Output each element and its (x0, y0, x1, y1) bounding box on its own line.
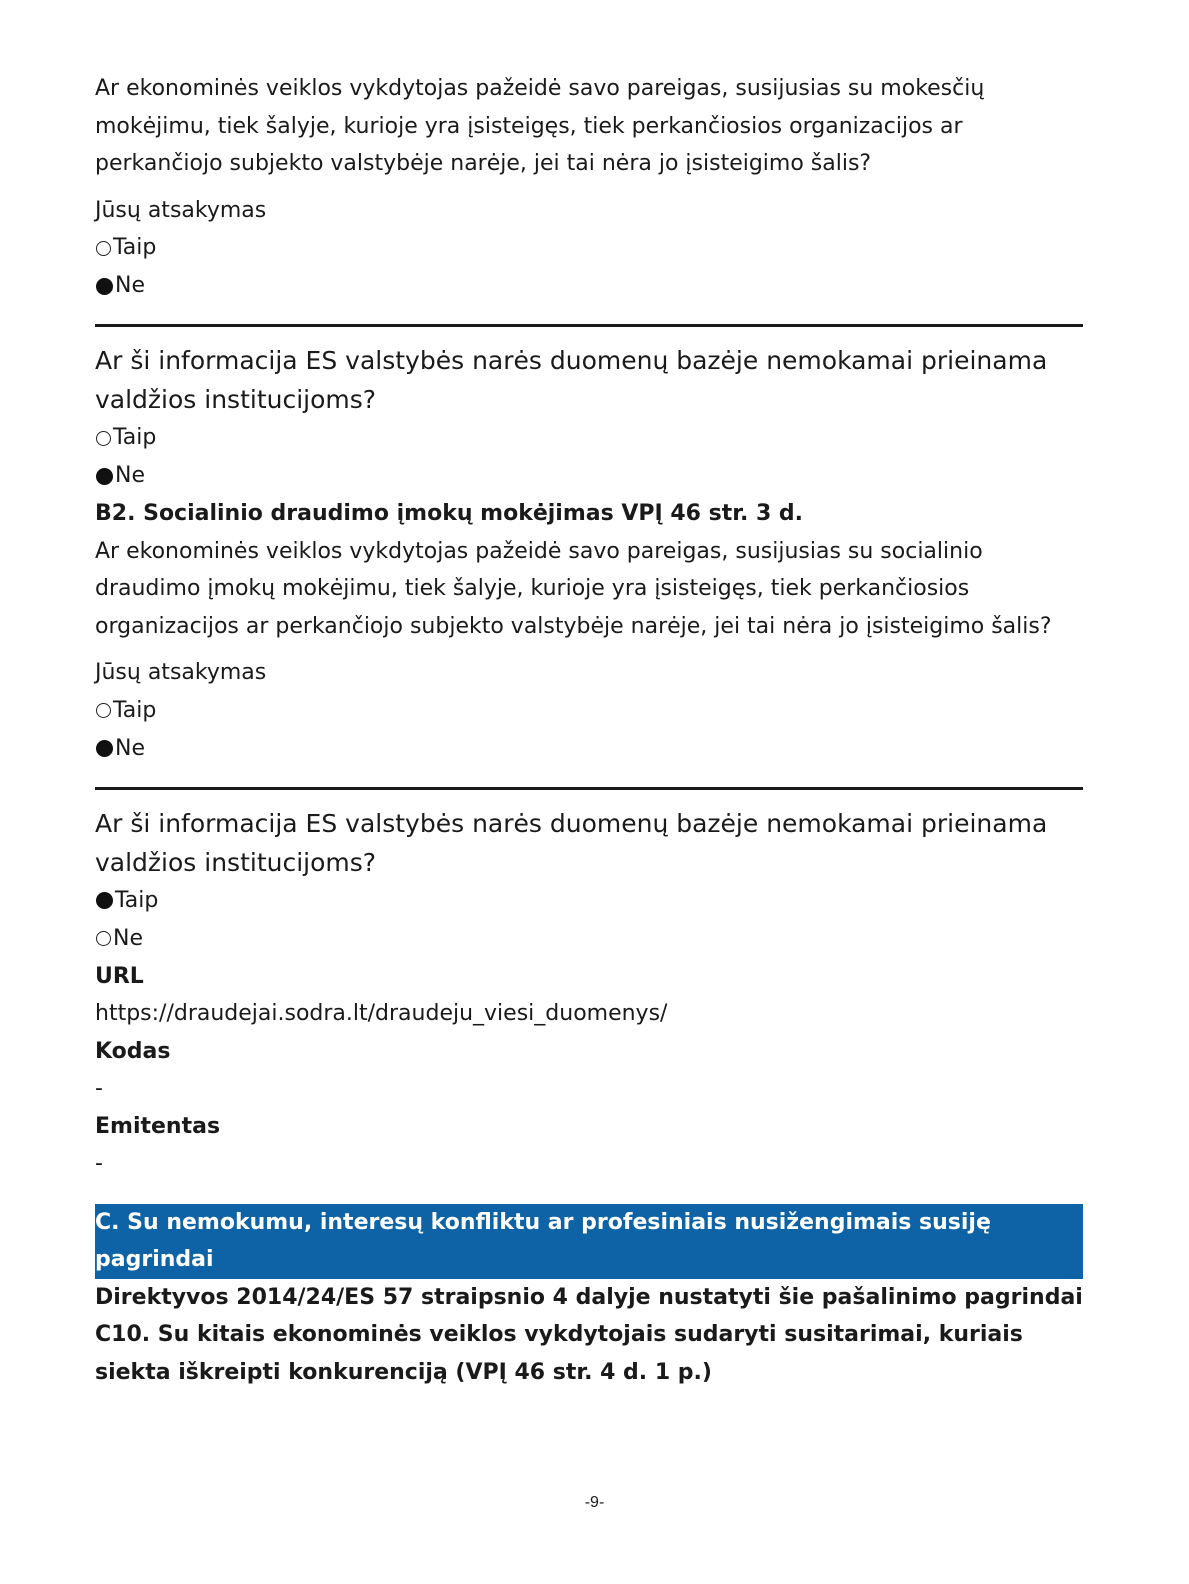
b2-heading: B2. Socialinio draudimo įmokų mokėjimas VPĮ 46 str. 3 d. (95, 501, 804, 526)
b2-option-no-label: Ne (115, 735, 145, 761)
b2-question: Ar ekonominės veiklos vykdytojas pažeidė savo pareigas, susijusias su socialinio draudimo įmokų mokėjimu, tiek šalyje, kurioje yra įsisteigęs, tiek perkančiosios organizacijos ar perkančiojo subjekto valstybėje narėje, jei tai nėra jo įsisteigimo šalis? (95, 538, 1052, 639)
b2-option-yes-label: Taip (113, 697, 157, 723)
issuer-value: - (95, 1151, 103, 1176)
q1-option-no-label: Ne (115, 273, 145, 298)
divider (95, 324, 1083, 327)
document-page (95, 70, 1083, 1391)
q1-db-option-yes-label: Taip (113, 425, 157, 450)
radio-checked-icon (96, 278, 113, 295)
radio-checked-icon (96, 468, 113, 485)
q1-option-yes[interactable] (95, 229, 1083, 267)
radio-checked-icon (96, 892, 113, 909)
page-number: -9- (584, 1494, 605, 1511)
b2-db-option-no-label: Ne (113, 925, 143, 951)
issuer-label: Emitentas (95, 1113, 221, 1139)
b2-option-no[interactable] (95, 730, 1083, 768)
q1-db-option-no[interactable] (95, 457, 1083, 495)
b2-db-question: Ar ši informacija ES valstybės narės duomenų bazėje nemokamai prieinama valdžios institucijoms? (95, 808, 1048, 877)
b2-db-option-yes[interactable] (95, 882, 1083, 920)
section-c-subtitle: Direktyvos 2014/24/ES 57 straipsnio 4 dalyje nustatyti šie pašalinimo pagrindai (95, 1284, 1083, 1310)
b2-option-yes[interactable] (95, 692, 1083, 730)
url-value[interactable]: https://draudejai.sodra.lt/draudeju_viesi_duomenys/ (95, 1001, 668, 1026)
b2-db-option-yes-label: Taip (115, 887, 159, 913)
q1-db-option-yes[interactable] (95, 419, 1083, 457)
radio-unchecked-icon (96, 431, 111, 446)
section-c-title: C. Su nemokumu, interesų konfliktu ar profesiniais nusižengimais susiję pagrindai (95, 1204, 1083, 1279)
radio-unchecked-icon (96, 703, 111, 718)
b2-db-option-no[interactable] (95, 920, 1083, 958)
q1-question: Ar ekonominės veiklos vykdytojas pažeidė savo pareigas, susijusias su mokesčių mokėjimu, tiek šalyje, kurioje yra įsisteigęs, tiek perkančiosios organizacijos ar perkančiojo subjekto valstybėje narėje, jei tai nėra jo įsisteigimo šalis? (95, 76, 985, 176)
q1-option-no[interactable] (95, 267, 1083, 305)
code-label: Kodas (95, 1038, 171, 1064)
code-value: - (95, 1076, 103, 1101)
q1-db-option-no-label: Ne (115, 463, 145, 488)
radio-unchecked-icon (96, 931, 111, 946)
radio-checked-icon (96, 740, 113, 757)
q1-option-yes-label: Taip (113, 235, 157, 260)
b2-answer-label: Jūsų atsakymas (95, 660, 267, 685)
url-label: URL (95, 963, 144, 989)
divider (95, 787, 1083, 790)
radio-unchecked-icon (96, 241, 111, 256)
q1-db-question: Ar ši informacija ES valstybės narės duomenų bazėje nemokamai prieinama valdžios institucijoms? (95, 346, 1048, 414)
c10-heading: C10. Su kitais ekonominės veiklos vykdytojais sudaryti susitarimai, kuriais siekta iškreipti konkurenciją (VPĮ 46 str. 4 d. 1 p.) (95, 1322, 1023, 1385)
q1-answer-label: Jūsų atsakymas (95, 197, 267, 223)
